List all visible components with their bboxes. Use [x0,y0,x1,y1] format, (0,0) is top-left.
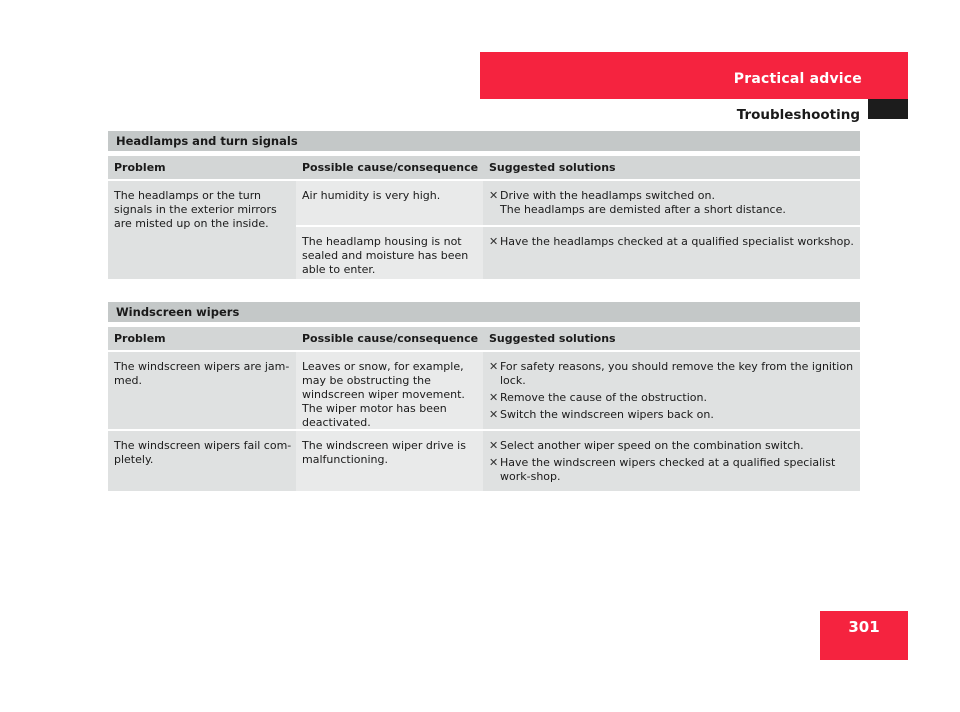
cause-cell: Leaves or snow, for example, may be obstructing the windscreen wiper movement. The wiper motor has been deactivated. [296,352,483,429]
problem-cell: The windscreen wipers fail com-pletely. [108,431,296,491]
chapter-tab [480,52,908,99]
col-cause-header: Possible cause/consequence [296,156,483,179]
arrow-right-icon: ✕ [489,189,499,202]
chapter-title: Practical advice [733,71,862,87]
page-number: 301 [820,611,908,660]
solution-step: Drive with the headlamps switched on. [500,189,715,202]
table-header-row [108,327,860,350]
col-solutions-header: Suggested solutions [483,156,860,179]
arrow-right-icon: ✕ [489,360,499,373]
col-problem-header: Problem [108,156,296,179]
table-title: Headlamps and turn signals [108,131,860,151]
arrow-right-icon: ✕ [489,456,499,469]
solution-cell [483,431,860,491]
table-row [108,181,860,279]
cause-cell: Air humidity is very high. [296,181,483,225]
col-problem-header: Problem [108,327,296,350]
chapter-tab-marker [868,99,908,119]
solution-cell [483,352,860,429]
solution-step: Select another wiper speed on the combination switch. [500,439,804,452]
headlamps-table [108,131,860,279]
arrow-right-icon: ✕ [489,391,499,404]
solution-step: Remove the cause of the obstruction. [500,391,707,404]
table-row [108,431,860,491]
arrow-right-icon: ✕ [489,408,499,421]
cause-cell: The windscreen wiper drive is malfunctioning. [296,431,483,491]
table-row [108,352,860,429]
solution-step: For safety reasons, you should remove the key from the ignition lock. [500,360,854,387]
solution-note: The headlamps are demisted after a short distance. [500,203,786,216]
solution-step: Have the windscreen wipers checked at a qualified specialist work-shop. [500,456,836,483]
solution-cell [483,181,860,225]
cause-cell: The headlamp housing is not sealed and moisture has been able to enter. [296,227,483,279]
section-title: Troubleshooting [736,107,860,123]
arrow-right-icon: ✕ [489,235,499,248]
table-title: Windscreen wipers [108,302,860,322]
solution-step: Have the headlamps checked at a qualified specialist workshop. [500,235,854,248]
col-solutions-header: Suggested solutions [483,327,860,350]
wipers-table [108,302,860,491]
arrow-right-icon: ✕ [489,439,499,452]
solution-step: Switch the windscreen wipers back on. [500,408,714,421]
problem-cell: The windscreen wipers are jam-med. [108,352,296,429]
solution-cell [483,227,860,279]
table-header-row [108,156,860,179]
col-cause-header: Possible cause/consequence [296,327,483,350]
problem-cell: The headlamps or the turn signals in the exterior mirrors are misted up on the inside. [108,181,296,279]
